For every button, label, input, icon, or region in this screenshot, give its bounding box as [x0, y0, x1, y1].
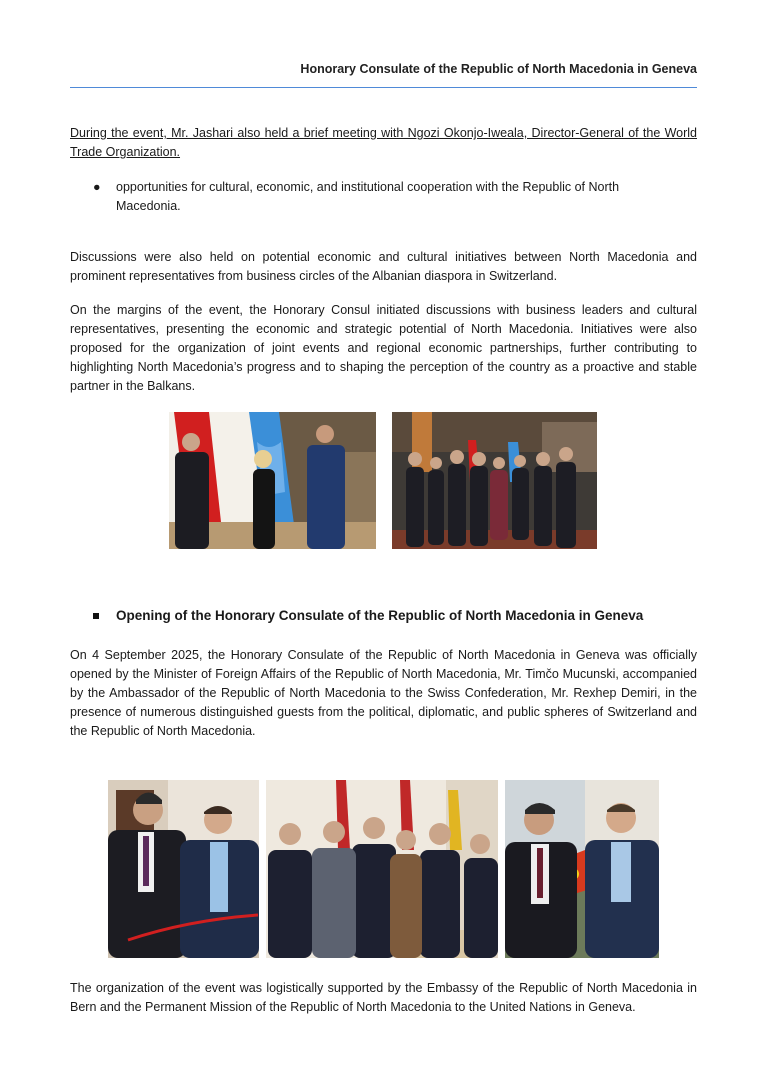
paragraph-opening: On 4 September 2025, the Honorary Consulate of the Republic of North Macedonia in Geneva was officially opened by the Minister of Foreign Affairs of the Republic of North Macedonia, Mr. Timčo Mucunski, accompanied by the Ambassador of the Republic of North Macedonia to the Swiss Confederation, Mr. Rexhep Demiri, in the presence of numerous distinguished guests from the political, diplomatic, and public spheres of Switzerland and the Republic of North Macedonia.	[70, 648, 697, 738]
photo-meeting-wto	[169, 412, 376, 549]
paragraph-meeting-wto: During the event, Mr. Jashari also held a brief meeting with Ngozi Okonjo-Iweala, Director-General of the World Trade Organization.	[70, 126, 697, 159]
bullet-dot-icon: ●	[93, 180, 101, 194]
paragraph-margins: On the margins of the event, the Honorary Consul initiated discussions with business leaders and cultural representatives, presenting the economic and strategic potential of North Macedonia. Initiatives were also proposed for the organization of joint events and regional economic partnerships, further contributing to highlighting North Macedonia’s progress and to shaping the perception of the country as a proactive and stable partner in the Balkans.	[70, 303, 697, 393]
bullet-text: opportunities for cultural, economic, and institutional cooperation with the Republic of North Macedonia.	[116, 180, 620, 213]
paragraph-logistics: The organization of the event was logistically supported by the Embassy of the Republic of North Macedonia in Bern and the Permanent Mission of the Republic of North Macedonia to the United Nations in Geneva.	[70, 981, 697, 1014]
section-heading-text: Opening of the Honorary Consulate of the Republic of North Macedonia in Geneva	[116, 608, 644, 623]
paragraph-discussions: Discussions were also held on potential economic and cultural initiatives between North Macedonia and prominent representatives from business circles of the Albanian diaspora in Switzerland.	[70, 250, 697, 283]
square-bullet-icon	[93, 613, 99, 619]
photo-group-event	[392, 412, 597, 549]
page-header-title: Honorary Consulate of the Republic of North Macedonia in Geneva	[300, 62, 697, 76]
photo-delegation-group	[266, 780, 498, 958]
photo-two-men	[505, 780, 659, 958]
header-divider	[70, 87, 697, 88]
photo-ribbon-cutting	[108, 780, 259, 958]
